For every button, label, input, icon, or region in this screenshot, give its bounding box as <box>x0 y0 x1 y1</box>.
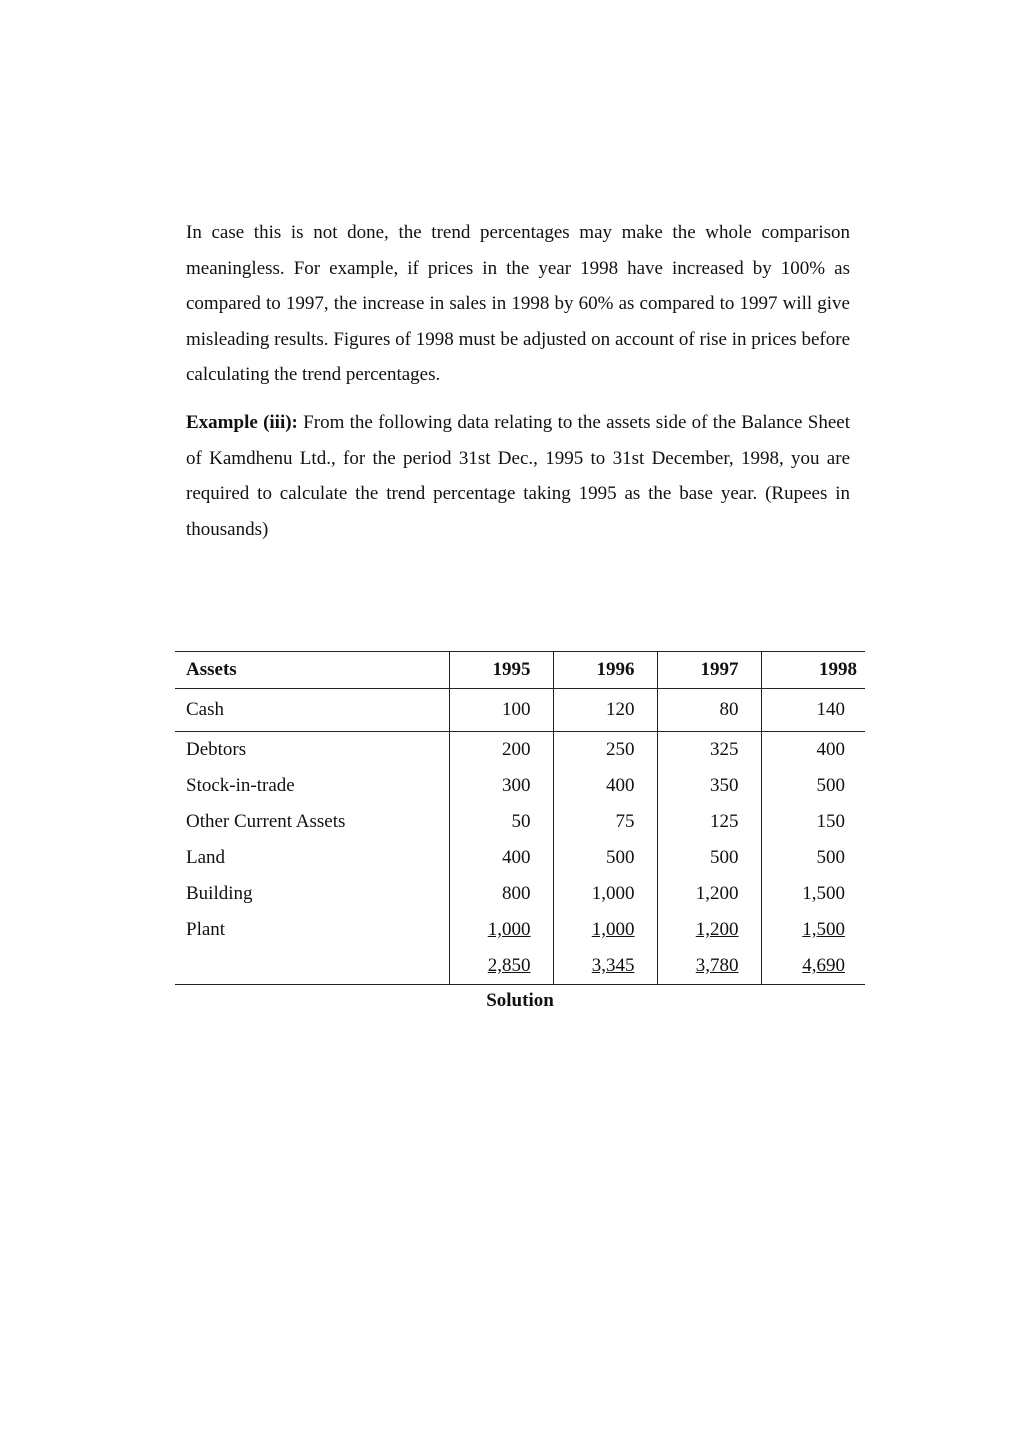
table-row <box>175 689 865 732</box>
cell-value: 500 <box>657 840 761 876</box>
row-label: Building <box>186 883 253 904</box>
cell-value: 1,200 <box>657 876 761 912</box>
total-value: 3,780 <box>695 955 739 976</box>
cell-value <box>449 912 553 948</box>
cell-value: 250 <box>553 732 657 769</box>
cell-value: 75 <box>553 804 657 840</box>
underlined-value: 1,200 <box>695 919 739 940</box>
table-header-row <box>175 652 865 689</box>
header-1995: 1995 <box>449 652 553 689</box>
underlined-value: 1,000 <box>487 919 531 940</box>
cell-value: 1,500 <box>761 876 865 912</box>
header-assets: Assets <box>175 652 449 689</box>
underlined-value: 1,000 <box>591 919 635 940</box>
cell-value: 80 <box>657 689 761 732</box>
table-row <box>175 912 865 948</box>
cell-value: 400 <box>761 732 865 769</box>
header-1998: 1998 <box>761 652 865 689</box>
cell-value <box>553 912 657 948</box>
table-row <box>175 804 865 840</box>
cell-value: 120 <box>553 689 657 732</box>
cell-value: 1,000 <box>553 876 657 912</box>
row-label: Land <box>186 847 226 868</box>
cell-value: 400 <box>449 840 553 876</box>
cell-value: 300 <box>449 768 553 804</box>
solution-heading: Solution <box>486 990 554 1011</box>
cell-value: 350 <box>657 768 761 804</box>
intro-paragraph: In case this is not done, the trend percentages may make the whole comparison meaningless. For example, if prices in the year 1998 have increased by 100% as compared to 1997, the increase in sales in 1998 by 60% as compared to 1997 will give misleading results. Figures of 1998 must be adjusted on account of rise in prices before calculating the trend percentages. <box>186 222 850 385</box>
cell-value: 150 <box>761 804 865 840</box>
total-cell <box>553 948 657 985</box>
header-1997: 1997 <box>657 652 761 689</box>
cell-value: 125 <box>657 804 761 840</box>
row-label: Cash <box>175 689 449 732</box>
row-label: Plant <box>186 919 226 940</box>
cell-value: 325 <box>657 732 761 769</box>
cell-value: 100 <box>449 689 553 732</box>
cell-value: 500 <box>761 768 865 804</box>
cell-value: 500 <box>761 840 865 876</box>
table-row <box>175 732 865 769</box>
example-paragraph <box>186 405 850 547</box>
total-value: 3,345 <box>591 955 635 976</box>
header-1996: 1996 <box>553 652 657 689</box>
table-row <box>175 840 865 876</box>
cell-value: 500 <box>553 840 657 876</box>
example-text: From the following data relating to the assets side of the Balance Sheet of Kamdhenu Ltd., for the period 31st Dec., 1995 to 31st December, 1998, you are required to calculate the trend percentage taking 1995 as the base year. (Rupees in thousands) <box>186 412 850 540</box>
row-label: Other Current Assets <box>186 811 346 832</box>
table-row <box>175 876 865 912</box>
cell-value: 200 <box>449 732 553 769</box>
cell-value: 140 <box>761 689 865 732</box>
cell-value <box>761 912 865 948</box>
total-value: 2,850 <box>487 955 531 976</box>
cell-value: 800 <box>449 876 553 912</box>
total-cell <box>449 948 553 985</box>
assets-table <box>175 651 865 985</box>
underlined-value: 1,500 <box>802 919 845 940</box>
cell-value: 50 <box>449 804 553 840</box>
total-cell <box>761 948 865 985</box>
row-label: Stock-in-trade <box>186 775 295 796</box>
total-label-cell <box>175 948 449 985</box>
table-row <box>175 768 865 804</box>
total-row <box>175 948 865 985</box>
total-value: 4,690 <box>802 955 845 976</box>
example-label: Example (iii): <box>186 412 298 433</box>
cell-value: 400 <box>553 768 657 804</box>
cell-value <box>657 912 761 948</box>
total-cell <box>657 948 761 985</box>
row-label: Debtors <box>186 739 247 760</box>
